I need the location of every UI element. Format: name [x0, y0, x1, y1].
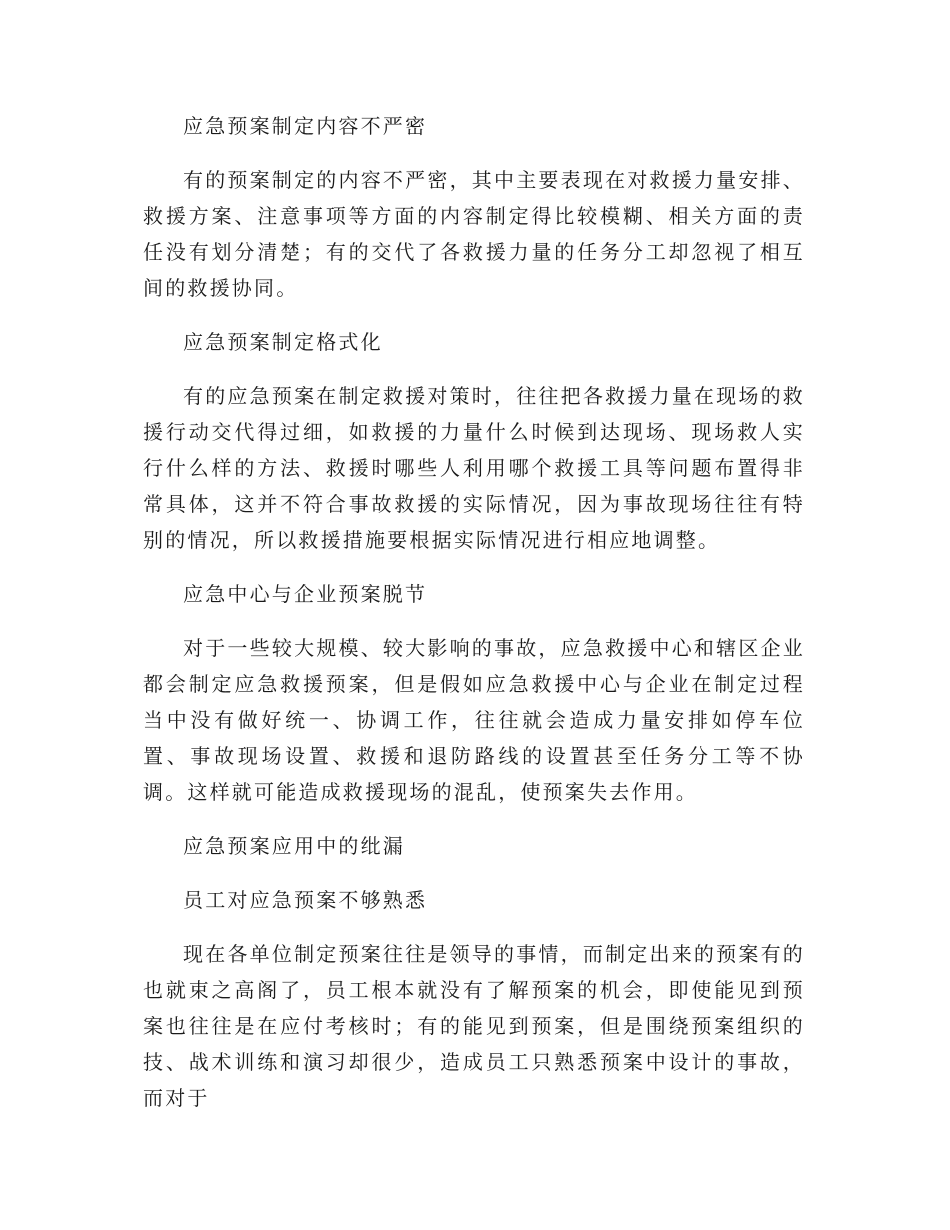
body-paragraph: 现在各单位制定预案往往是领导的事情，而制定出来的预案有的也就束之高阁了，员工根本就没有了解预案的机会，即使能见到预案也往往是在应付考核时；有的能见到预案，但是围绕预案组织的技、战术训练和演习却很少，造成员工只熟悉预案中设计的事故，而对于: [143, 942, 805, 1110]
body-paragraph: 对于一些较大规模、较大影响的事故，应急救援中心和辖区企业都会制定应急救援预案，但是假如应急救援中心与企业在制定过程当中没有做好统一、协调工作，往往就会造成力量安排如停车位置、事故现场设置、救援和退防路线的设置甚至任务分工等不协调。这样就可能造成救援现场的混乱，使预案失去作用。: [143, 636, 805, 804]
document-page: [143, 108, 805, 1116]
section-heading: 应急中心与企业预案脱节: [183, 582, 428, 606]
section-heading: 应急预案应用中的纰漏: [183, 834, 405, 858]
body-paragraph: 有的预案制定的内容不严密，其中主要表现在对救援力量安排、救援方案、注意事项等方面的内容制定得比较模糊、相关方面的责任没有划分清楚；有的交代了各救援力量的任务分工却忽视了相互间的救援协同。: [143, 168, 805, 300]
section-heading: 员工对应急预案不够熟悉: [183, 888, 428, 912]
section-heading: 应急预案制定内容不严密: [183, 114, 428, 138]
section-heading: 应急预案制定格式化: [183, 330, 383, 354]
body-paragraph: 有的应急预案在制定救援对策时，往往把各救援力量在现场的救援行动交代得过细，如救援的力量什么时候到达现场、现场救人实行什么样的方法、救援时哪些人利用哪个救援工具等问题布置得非常具体，这并不符合事故救援的实际情况，因为事故现场往往有特别的情况，所以救援措施要根据实际情况进行相应地调整。: [143, 384, 805, 552]
